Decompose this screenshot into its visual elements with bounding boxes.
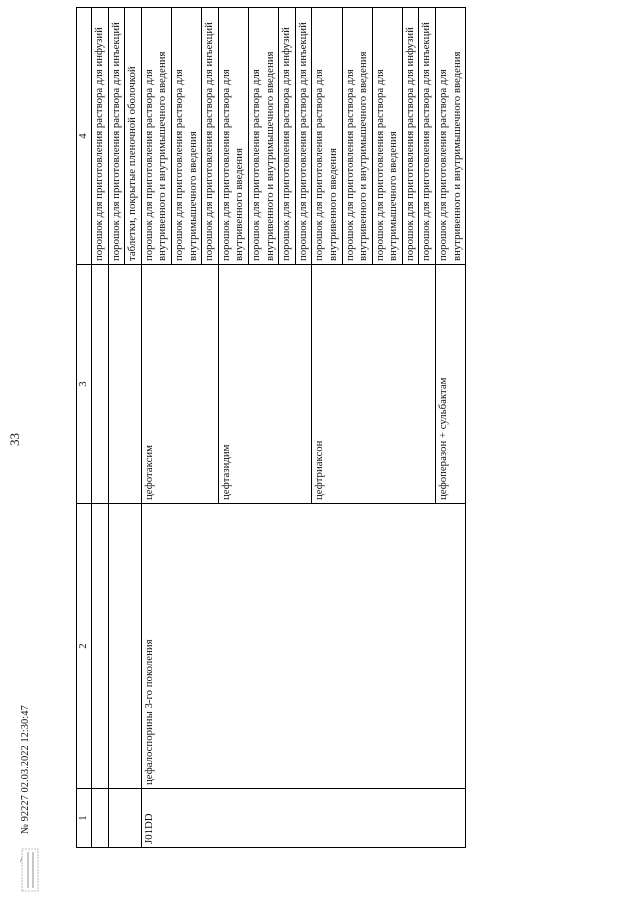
empty-cell (108, 789, 125, 848)
dosage-form: порошок для приготовления раствора для инфузий (92, 8, 109, 265)
dosage-form: порошок для приготовления раствора для внутривенного введения (312, 8, 342, 265)
table-row (92, 8, 109, 848)
drug-name-ceftriaxone: цефтриаксон (312, 265, 436, 504)
header-col-4: 4 (77, 8, 92, 265)
drug-group-cell: цефалоспорины 3-го поколения (141, 504, 465, 789)
dosage-form: порошок для приготовления раствора для инъекций (419, 8, 436, 265)
dosage-form: порошок для приготовления раствора для внутривенного и внутримышечного введения (141, 8, 171, 265)
empty-cell (108, 265, 125, 504)
empty-cell (108, 504, 125, 789)
empty-cell (125, 265, 142, 504)
drug-name-cefoperazone-sulbactam: цефоперазон + сульбактам (436, 265, 466, 504)
dosage-form: таблетки, покрытые пленочной оболочкой (125, 8, 142, 265)
atc-code-cell: J01DD (141, 789, 465, 848)
table-row (108, 8, 125, 848)
drug-name-cefotaxime: цефотаксим (141, 265, 218, 504)
page-number: 33 (7, 433, 22, 446)
signature-stamp-icon (20, 848, 40, 892)
table-header-row (77, 8, 92, 848)
table-row (141, 8, 171, 848)
footer-stamp (18, 632, 44, 892)
header-col-3: 3 (77, 265, 92, 504)
dosage-form: порошок для приготовления раствора для инъекций (202, 8, 219, 265)
dosage-form: порошок для приготовления раствора для внутривенного и внутримышечного введения (436, 8, 466, 265)
dosage-form: порошок для приготовления раствора для инфузий (402, 8, 419, 265)
empty-cell (92, 265, 109, 504)
empty-cell (125, 504, 142, 789)
empty-cell (92, 504, 109, 789)
header-col-1: 1 (77, 789, 92, 848)
table-row (125, 8, 142, 848)
dosage-form: порошок для приготовления раствора для инъекций (108, 8, 125, 265)
document-id: № 92227 02.03.2022 12:30:47 (20, 705, 31, 834)
empty-cell (125, 789, 142, 848)
header-col-2: 2 (77, 504, 92, 789)
dosage-form: порошок для приготовления раствора для инъекций (295, 8, 312, 265)
dosage-form: порошок для приготовления раствора для внутримышечного введения (171, 8, 201, 265)
dosage-form: порошок для приготовления раствора для внутривенного введения (218, 8, 248, 265)
dosage-form: порошок для приготовления раствора для внутримышечного введения (372, 8, 402, 265)
empty-cell (92, 789, 109, 848)
drug-table (76, 7, 466, 848)
drug-name-ceftazidime: цефтазидим (218, 265, 312, 504)
rotated-table-page (76, 22, 560, 848)
dosage-form: порошок для приготовления раствора для внутривенного и внутримышечного введения (248, 8, 278, 265)
dosage-form: порошок для приготовления раствора для инфузий (279, 8, 296, 265)
dosage-form: порошок для приготовления раствора для внутривенного и внутримышечного введения (342, 8, 372, 265)
